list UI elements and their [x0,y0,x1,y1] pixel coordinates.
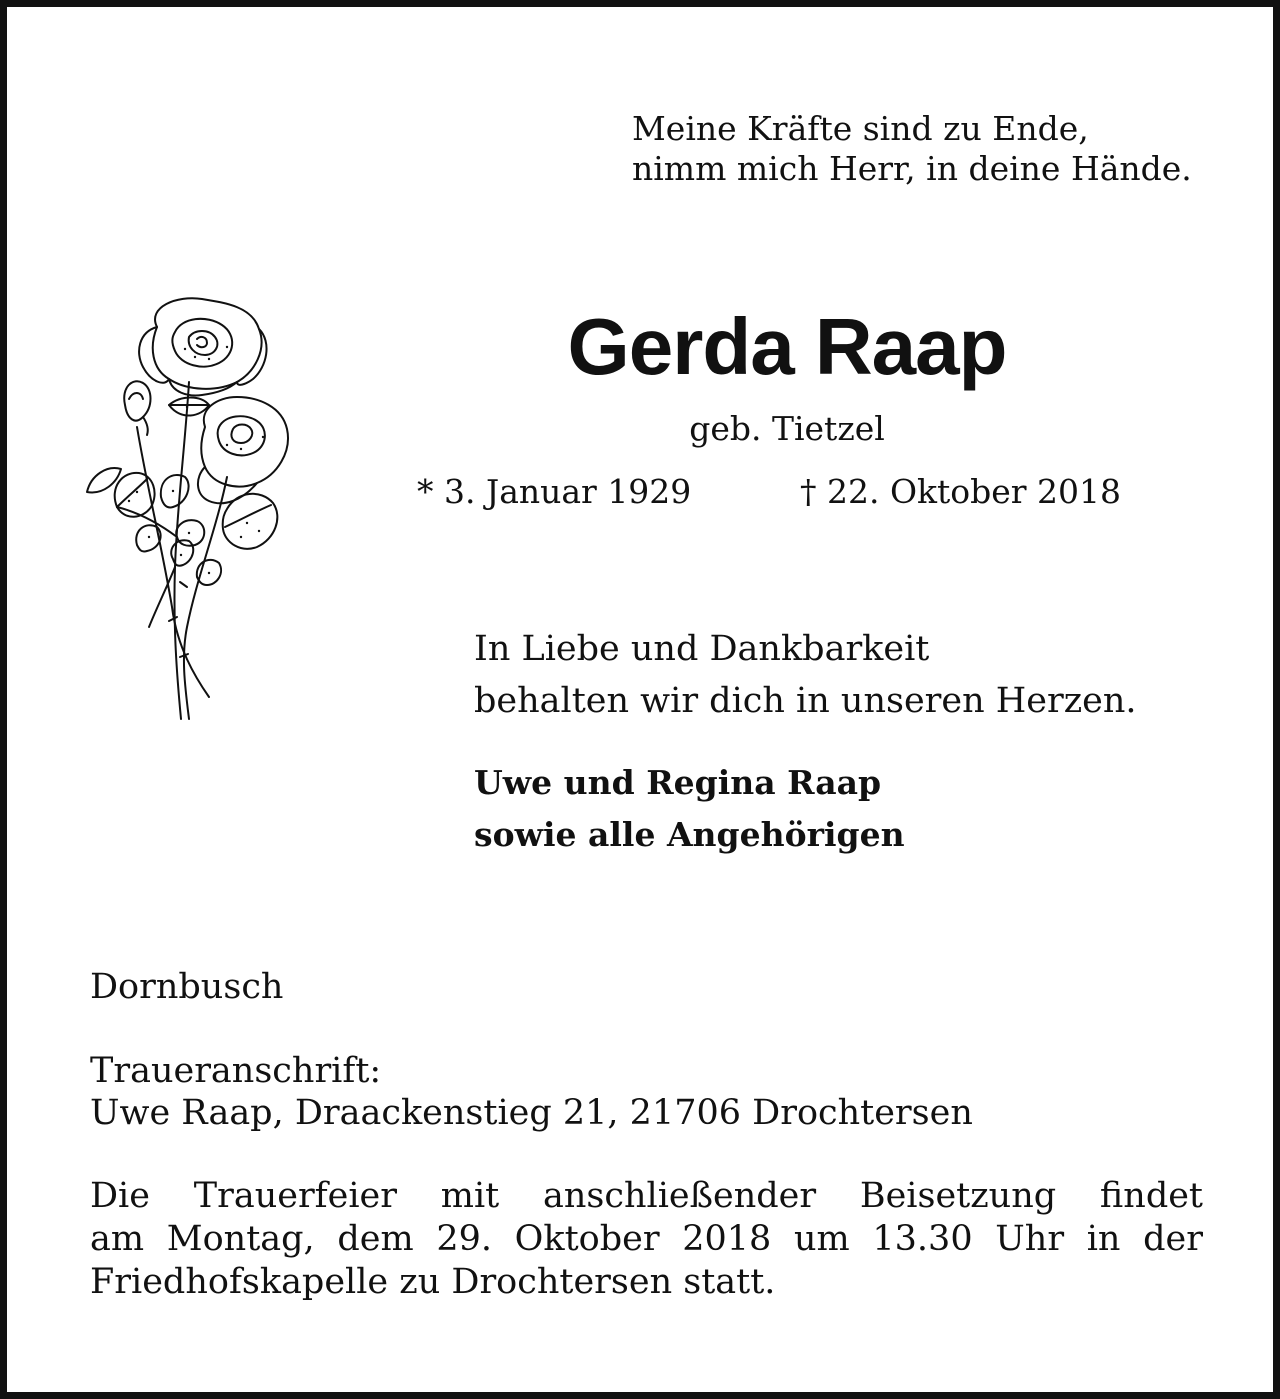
place-name: Dornbusch [90,967,284,1007]
mourning-address-value: Uwe Raap, Draackenstieg 21, 21706 Drochtersen [90,1093,973,1133]
mourners-signature [474,757,905,861]
mourning-address-label: Traueranschrift: [90,1051,382,1091]
dedication-line-2: behalten wir dich in unseren Herzen. [474,681,1137,721]
dedication-line-1: In Liebe und Dankbarkeit [474,629,930,669]
ceremony-line-3: Friedhofskapelle zu Drochtersen statt. [90,1262,776,1302]
ceremony-line-2: am Montag, dem 29. Oktober 2018 um 13.30 Uhr in der [90,1219,1203,1259]
ceremony-info [90,1175,1203,1304]
deceased-name: Gerda Raap [567,302,1007,391]
mourning-address [90,1050,973,1134]
motto-line-1: Meine Kräfte sind zu Ende, [632,109,1089,148]
death-date: † 22. Oktober 2018 [800,472,1122,511]
birth-date: * 3. Januar 1929 [417,472,692,511]
maiden-name: geb. Tietzel [689,409,885,448]
motto-line-2: nimm mich Herr, in deine Hände. [632,149,1192,188]
rose-icon [77,287,297,727]
motto-verse [632,109,1192,189]
life-dates [417,467,1177,517]
mourners-line-2: sowie alle Angehörigen [474,815,905,854]
mourners-line-1: Uwe und Regina Raap [474,763,882,802]
dedication-text [474,623,1137,727]
ceremony-line-1: Die Trauerfeier mit anschließender Beisetzung findet [90,1176,1203,1216]
